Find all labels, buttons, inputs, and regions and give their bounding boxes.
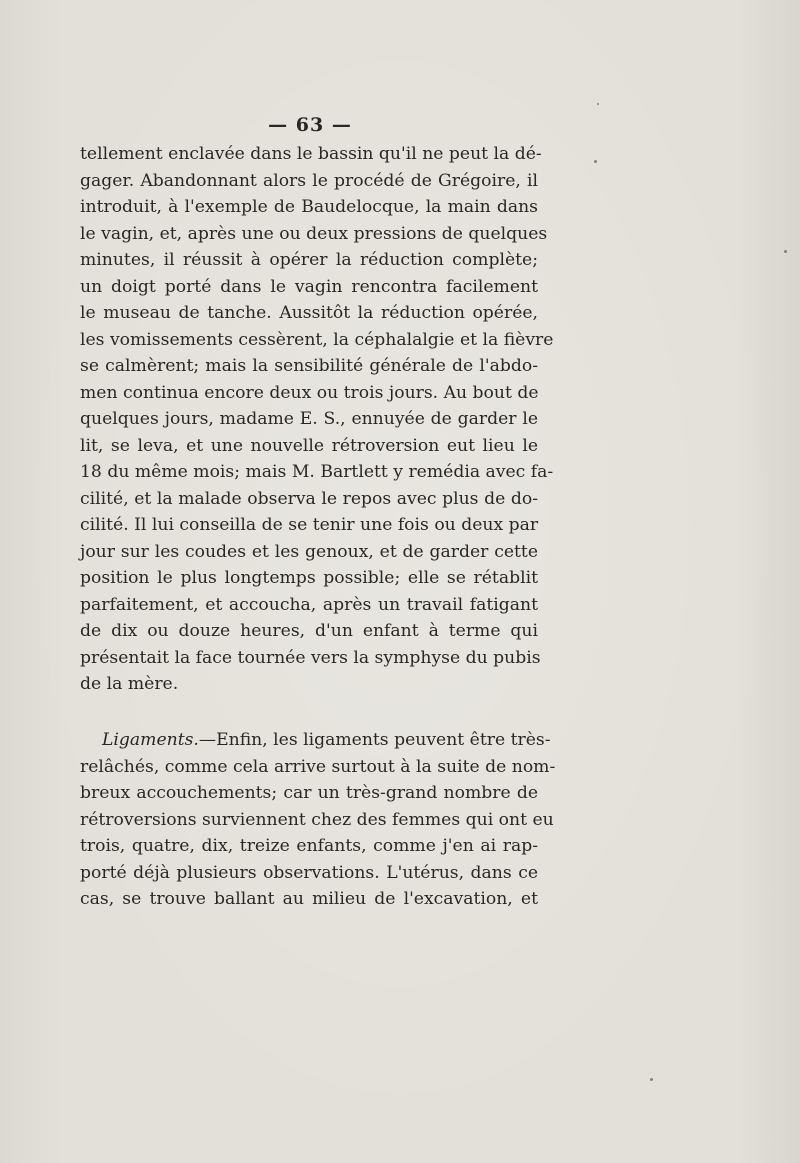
text-line: position le plus longtemps possible; elle se rétablit — [80, 568, 538, 588]
text-line: parfaitement, et accoucha, après un travail fatigant — [80, 594, 538, 615]
text-line: cas, se trouve ballant au milieu de l'excavation, et — [80, 889, 538, 909]
text-line: men continua encore deux ou trois jours. Au bout de — [80, 382, 539, 403]
text-line-first — [80, 727, 551, 754]
paper-speck — [594, 160, 597, 163]
text-line: introduit, à l'exemple de Baudelocque, la main dans — [80, 197, 538, 217]
text-line: gager. Abandonnant alors le procédé de Grégoire, il — [80, 170, 538, 191]
paper-speck — [784, 250, 787, 253]
text-line: breux accouchements; car un très-grand nombre de — [80, 783, 538, 803]
text-line: cilité, et la malade observa le repos avec plus de do- — [80, 488, 538, 509]
text-line: le museau de tanche. Aussitôt la réduction opérée, — [80, 303, 538, 323]
text-fragment: —Enfin, les ligaments peuvent être très- — [198, 730, 551, 750]
text-line: minutes, il réussit à opérer la réduction complète; — [80, 250, 538, 270]
text-line: les vomissements cessèrent, la céphalalgie et la fièvre — [80, 329, 554, 350]
text-line: relâchés, comme cela arrive surtout à la suite de nom- — [80, 756, 556, 777]
text-line: jour sur les coudes et les genoux, et de garder cette — [80, 541, 538, 562]
text-line: tellement enclavée dans le bassin qu'il ne peut la dé- — [80, 144, 542, 164]
text-line: quelques jours, madame E. S., ennuyée de garder le — [80, 409, 538, 429]
page-number: — 63 — — [268, 114, 352, 136]
text-line: de dix ou douze heures, d'un enfant à terme qui — [80, 621, 538, 641]
paragraph-1 — [80, 141, 554, 698]
paper-speck — [650, 1078, 653, 1081]
text-line: un doigt porté dans le vagin rencontra facilement — [80, 276, 538, 297]
text-line: trois, quatre, dix, treize enfants, comme j'en ai rap- — [80, 836, 538, 856]
section-heading: Ligaments. — [102, 730, 199, 750]
paragraph-2 — [80, 727, 556, 913]
text-line: lit, se leva, et une nouvelle rétroversion eut lieu le — [80, 435, 538, 456]
paper-speck — [597, 103, 599, 105]
text-line: le vagin, et, après une ou deux pressions de quelques — [80, 223, 548, 244]
text-line: de la mère. — [80, 674, 179, 694]
text-line: 18 du même mois; mais M. Bartlett y remédia avec fa- — [80, 462, 554, 482]
text-line: présentait la face tournée vers la symphyse du pubis — [80, 647, 541, 668]
text-line: cilité. Il lui conseilla de se tenir une fois ou deux par — [80, 515, 539, 535]
text-line: se calmèrent; mais la sensibilité générale de l'abdo- — [80, 356, 538, 376]
text-line: rétroversions surviennent chez des femmes qui ont eu — [80, 809, 554, 830]
text-line: porté déjà plusieurs observations. L'utérus, dans ce — [80, 862, 538, 883]
